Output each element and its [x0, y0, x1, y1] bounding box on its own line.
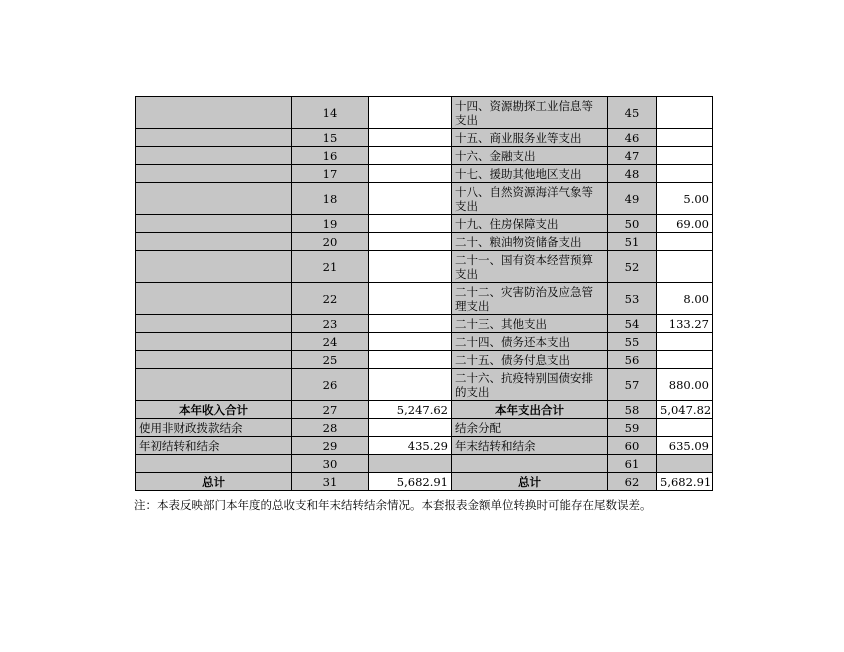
expense-item-cell: 二十、粮油物资储备支出 [452, 233, 608, 251]
expense-line-no: 54 [608, 315, 657, 333]
income-amount [369, 251, 452, 283]
income-amount [369, 215, 452, 233]
footnote: 注：本表反映部门本年度的总收支和年末结转结余情况。本套报表金额单位转换时可能存在尾数误差。 [134, 498, 652, 512]
expense-amount [657, 97, 713, 129]
expense-amount: 5.00 [657, 183, 713, 215]
expense-item-cell: 二十一、国有资本经营预算支出 [452, 251, 608, 283]
expense-item-cell: 十九、住房保障支出 [452, 215, 608, 233]
expense-line-no: 56 [608, 351, 657, 369]
table-row [136, 165, 713, 183]
income-amount [369, 165, 452, 183]
income-amount [369, 233, 452, 251]
expense-amount [657, 147, 713, 165]
income-item-cell [136, 283, 292, 315]
expense-item-cell: 十八、自然资源海洋气象等支出 [452, 183, 608, 215]
expense-amount: 69.00 [657, 215, 713, 233]
expense-amount [657, 333, 713, 351]
expense-amount [657, 233, 713, 251]
expense-line-no: 46 [608, 129, 657, 147]
income-amount [369, 351, 452, 369]
expense-item-cell: 年末结转和结余 [452, 437, 608, 455]
income-item-cell [136, 315, 292, 333]
income-line-no: 28 [292, 419, 369, 437]
income-item-cell: 年初结转和结余 [136, 437, 292, 455]
expense-amount: 8.00 [657, 283, 713, 315]
expense-line-no: 52 [608, 251, 657, 283]
income-item-cell [136, 147, 292, 165]
table-row [136, 233, 713, 251]
expense-item-cell: 十四、资源勘探工业信息等支出 [452, 97, 608, 129]
income-amount [369, 333, 452, 351]
expense-line-no: 62 [608, 473, 657, 491]
table-row [136, 183, 713, 215]
table-row [136, 333, 713, 351]
income-line-no: 17 [292, 165, 369, 183]
income-item-cell [136, 333, 292, 351]
income-item-cell [136, 165, 292, 183]
income-total-label: 本年收入合计 [136, 401, 292, 419]
income-line-no: 18 [292, 183, 369, 215]
income-amount: 5,682.91 [369, 473, 452, 491]
table-row [136, 437, 713, 455]
income-line-no: 24 [292, 333, 369, 351]
table-row [136, 97, 713, 129]
income-amount [369, 419, 452, 437]
expense-amount: 5,682.91 [657, 473, 713, 491]
income-amount [369, 315, 452, 333]
table-row [136, 315, 713, 333]
table-row [136, 147, 713, 165]
expense-line-no: 55 [608, 333, 657, 351]
expense-line-no: 61 [608, 455, 657, 473]
expense-line-no: 57 [608, 369, 657, 401]
expense-line-no: 60 [608, 437, 657, 455]
expense-line-no: 45 [608, 97, 657, 129]
expense-amount [657, 251, 713, 283]
income-amount [369, 183, 452, 215]
income-amount [369, 147, 452, 165]
expense-item-cell: 结余分配 [452, 419, 608, 437]
expense-item-cell: 十六、金融支出 [452, 147, 608, 165]
income-amount: 435.29 [369, 437, 452, 455]
table-row [136, 283, 713, 315]
income-amount: 5,247.62 [369, 401, 452, 419]
table-row [136, 129, 713, 147]
table-row [136, 473, 713, 491]
income-amount [369, 97, 452, 129]
expense-item-cell: 二十四、债务还本支出 [452, 333, 608, 351]
income-line-no: 22 [292, 283, 369, 315]
expense-line-no: 51 [608, 233, 657, 251]
income-line-no: 19 [292, 215, 369, 233]
table-row [136, 251, 713, 283]
income-item-cell [136, 251, 292, 283]
expense-amount [657, 419, 713, 437]
income-line-no: 21 [292, 251, 369, 283]
expense-line-no: 53 [608, 283, 657, 315]
expense-item-cell: 二十三、其他支出 [452, 315, 608, 333]
expense-item-cell: 二十二、灾害防治及应急管理支出 [452, 283, 608, 315]
table-row [136, 419, 713, 437]
income-amount [369, 369, 452, 401]
income-line-no: 14 [292, 97, 369, 129]
income-line-no: 20 [292, 233, 369, 251]
expense-amount [657, 455, 713, 473]
expense-line-no: 49 [608, 183, 657, 215]
income-line-no: 29 [292, 437, 369, 455]
income-item-cell [136, 215, 292, 233]
expense-amount [657, 165, 713, 183]
income-line-no: 30 [292, 455, 369, 473]
income-line-no: 31 [292, 473, 369, 491]
income-amount [369, 129, 452, 147]
expense-amount [657, 129, 713, 147]
expense-line-no: 50 [608, 215, 657, 233]
expense-item-cell: 二十五、债务付息支出 [452, 351, 608, 369]
income-line-no: 16 [292, 147, 369, 165]
income-item-cell [136, 233, 292, 251]
expense-amount: 880.00 [657, 369, 713, 401]
table-row [136, 455, 713, 473]
expense-line-no: 47 [608, 147, 657, 165]
income-item-cell [136, 183, 292, 215]
income-line-no: 25 [292, 351, 369, 369]
expense-item-cell [452, 455, 608, 473]
income-line-no: 23 [292, 315, 369, 333]
expense-line-no: 48 [608, 165, 657, 183]
expense-amount [657, 351, 713, 369]
expense-total-label: 本年支出合计 [452, 401, 608, 419]
income-item-cell [136, 455, 292, 473]
income-amount [369, 455, 452, 473]
table-row [136, 215, 713, 233]
income-line-no: 26 [292, 369, 369, 401]
expense-amount: 133.27 [657, 315, 713, 333]
income-item-cell [136, 369, 292, 401]
income-item-cell [136, 351, 292, 369]
table-row [136, 401, 713, 419]
budget-table [135, 96, 713, 491]
expense-amount: 635.09 [657, 437, 713, 455]
income-amount [369, 283, 452, 315]
table-row [136, 351, 713, 369]
income-line-no: 27 [292, 401, 369, 419]
income-item-cell [136, 97, 292, 129]
expense-item-cell: 十五、商业服务业等支出 [452, 129, 608, 147]
income-item-cell [136, 129, 292, 147]
expense-amount: 5,047.82 [657, 401, 713, 419]
expense-line-no: 59 [608, 419, 657, 437]
income-item-cell: 使用非财政拨款结余 [136, 419, 292, 437]
expense-item-cell: 十七、援助其他地区支出 [452, 165, 608, 183]
expense-item-cell: 二十六、抗疫特别国债安排的支出 [452, 369, 608, 401]
table-row [136, 369, 713, 401]
grand-total-label: 总计 [136, 473, 292, 491]
grand-total-label: 总计 [452, 473, 608, 491]
income-line-no: 15 [292, 129, 369, 147]
expense-line-no: 58 [608, 401, 657, 419]
